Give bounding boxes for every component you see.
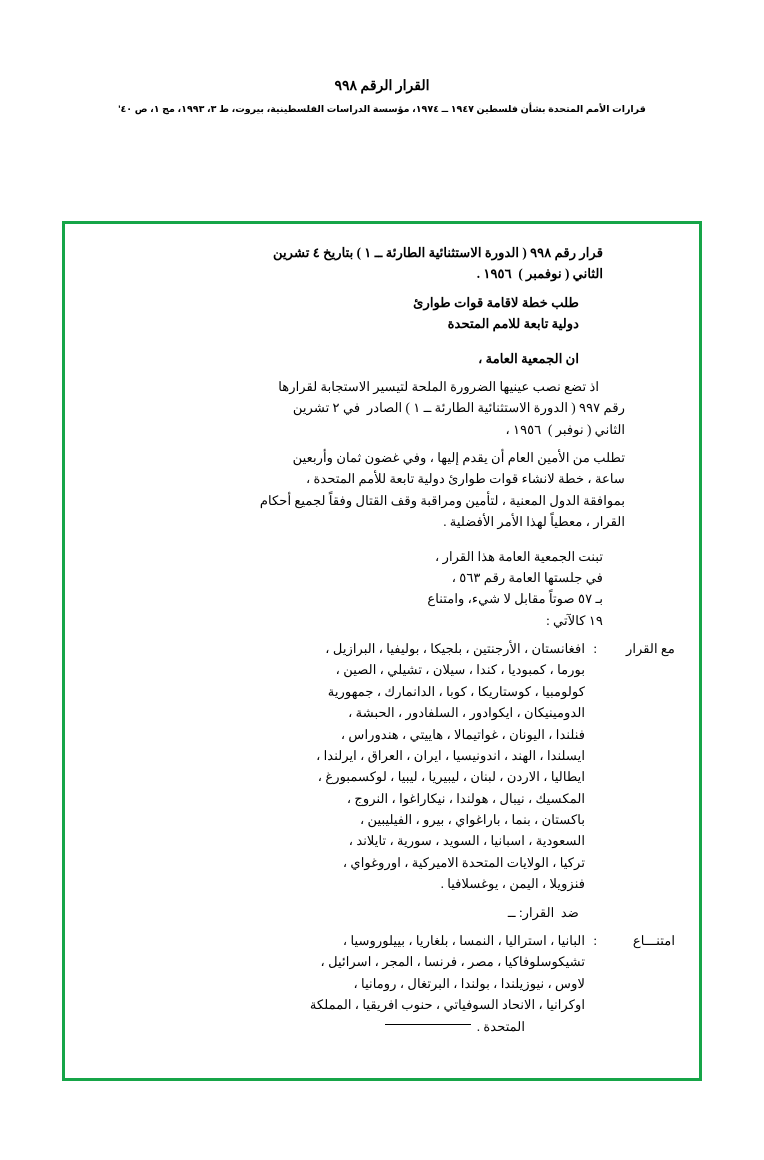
votes-abstaining-colon: :	[593, 932, 597, 948]
list-item: افغانستان ، الأرجنتين ، بلجيكا ، بوليفيا ، البرازيل ،	[325, 641, 585, 656]
source-citation: قرارات الأمم المتحدة بشأن فلسطين ١٩٤٧ ــ ١٩٧٤، مؤسسة الدراسات الفلسطينية، بيروت، ط ٣، ١٩٩٣، مج ١، ص ٤٠'	[118, 104, 646, 115]
adoption-line-1: تبنت الجمعية العامة هذا القرار ،	[435, 548, 603, 564]
closing-line	[89, 1016, 675, 1037]
list-item: فنلندا ، اليونان ، غواتيمالا ، هاييتي ، هندوراس ،	[340, 726, 585, 742]
votes-against-line	[89, 902, 579, 923]
heading-line-1: قرار رقم ٩٩٨ ( الدورة الاستثنائية الطارئة ــ ١ ) بتاريخ ٤ تشرين	[272, 245, 603, 260]
preamble-line-2: اذ تضع نصب عينيها الضرورة الملحة لتيسير الاستجابة لقرارها	[278, 378, 599, 394]
list-item: المكسيك ، نيبال ، هولندا ، نيكاراغوا ، النروج ،	[346, 790, 585, 806]
list-item: السعودية ، اسبانيا ، السويد ، سورية ، تايلاند ،	[348, 833, 585, 849]
preamble-opening	[89, 348, 675, 369]
list-item: تشيكوسلوفاكيا ، مصر ، فرنسا ، المجر ، اسرائيل ،	[320, 954, 585, 970]
votes-abstaining-label: امتنـــاع	[632, 932, 675, 948]
resolution-subject	[89, 292, 675, 335]
adoption-line-3: بـ ٥٧ صوتاً مقابل لا شيء، وامتناع	[427, 591, 603, 607]
subject-line-2: دولية تابعة للامم المتحدة	[447, 316, 579, 332]
subject-line-1: طلب خطة لاقامة قوات طوارئ	[413, 294, 579, 310]
list-item: تركيا ، الولايات المتحدة الاميركية ، اوروغواي ،	[342, 854, 585, 870]
list-item: لاوس ، نيوزيلندا ، بولندا ، البرتغال ، رومانيا ،	[353, 975, 585, 991]
horizontal-rule	[385, 1024, 471, 1025]
votes-abstaining	[89, 930, 675, 1016]
operative-paragraph	[89, 447, 675, 533]
operative-line-1: تطلب من الأمين العام أن يقدم إليها ، وفي غضون ثمان وأربعين	[292, 450, 625, 465]
list-item: اوكرانيا ، الانحاد السوفياتي ، حنوب افريقيا ، المملكة	[309, 997, 585, 1012]
votes-in-favour-list	[89, 638, 585, 895]
votes-against	[89, 902, 675, 923]
votes-against-label: ضد القرار:	[518, 904, 579, 920]
preamble-line-3: رقم ٩٩٧ ( الدورة الاستثنائية الطارئة ــ ١ ) الصادر في ٢ تشرين	[292, 400, 625, 416]
list-item: الدومينيكان ، ايكوادور ، السلفادور ، الحبشة ،	[348, 705, 585, 721]
page-title: القرار الرقم ٩٩٨	[334, 79, 430, 94]
list-item: ايطاليا ، الاردن ، لبنان ، ليبيريا ، ليبيا ، لوكسمبورغ ،	[317, 769, 585, 785]
preamble-line-4: الثاني ( نوفبر ) ١٩٥٦ ،	[505, 421, 625, 437]
votes-in-favour-label: مع القرار	[625, 641, 675, 656]
adoption-line-2: في جلستها العامة رقم ٥٦٣ ،	[451, 569, 603, 585]
heading-line-2: الثاني ( نوفمبر ) ١٩٥٦ .	[476, 266, 603, 282]
list-item: بورما ، كمبوديا ، كندا ، سيلان ، تشيلي ، الصين ،	[335, 662, 585, 678]
resolution-frame	[62, 221, 702, 1081]
list-item: كولومبيا ، كوستاريكا ، كوبا ، الدانمارك ، جمهورية	[327, 683, 585, 699]
votes-abstaining-list	[89, 930, 585, 1016]
votes-in-favour	[89, 638, 675, 895]
votes-against-value: ــ	[507, 904, 516, 920]
resolution-heading	[89, 242, 675, 285]
preamble-body	[89, 376, 675, 440]
adoption-line-4: ١٩ كالآتي :	[546, 612, 603, 628]
list-item: ايسلندا ، الهند ، اندونيسيا ، ايران ، العراق ، ايرلندا ،	[316, 747, 585, 763]
closing-text: المتحدة .	[476, 1019, 525, 1035]
list-item: البانيا ، استراليا ، النمسا ، بلغاريا ، بييلوروسيا ،	[342, 932, 585, 948]
adoption-note	[89, 546, 675, 632]
operative-line-2: ساعة ، خطة لانشاء قوات طوارئ دولية تابعة للأمم المتحدة ،	[305, 471, 625, 487]
list-item: باكستان ، بنما ، باراغواي ، بيرو ، الفيليبين ،	[359, 812, 585, 827]
list-item: فنزويلا ، اليمن ، يوغسلافيا .	[440, 876, 585, 892]
votes-in-favour-colon: :	[593, 641, 597, 656]
preamble-line-1: ان الجمعية العامة ،	[478, 350, 579, 366]
operative-line-4: القرار ، معطياً لهذا الأمر الأفضلية .	[443, 514, 625, 530]
operative-line-3: بموافقة الدول المعنية ، لتأمين ومراقبة وقف القتال وفقاً لجميع أحكام	[259, 492, 625, 508]
resolution-body	[89, 242, 675, 1068]
document-page	[0, 78, 764, 1160]
